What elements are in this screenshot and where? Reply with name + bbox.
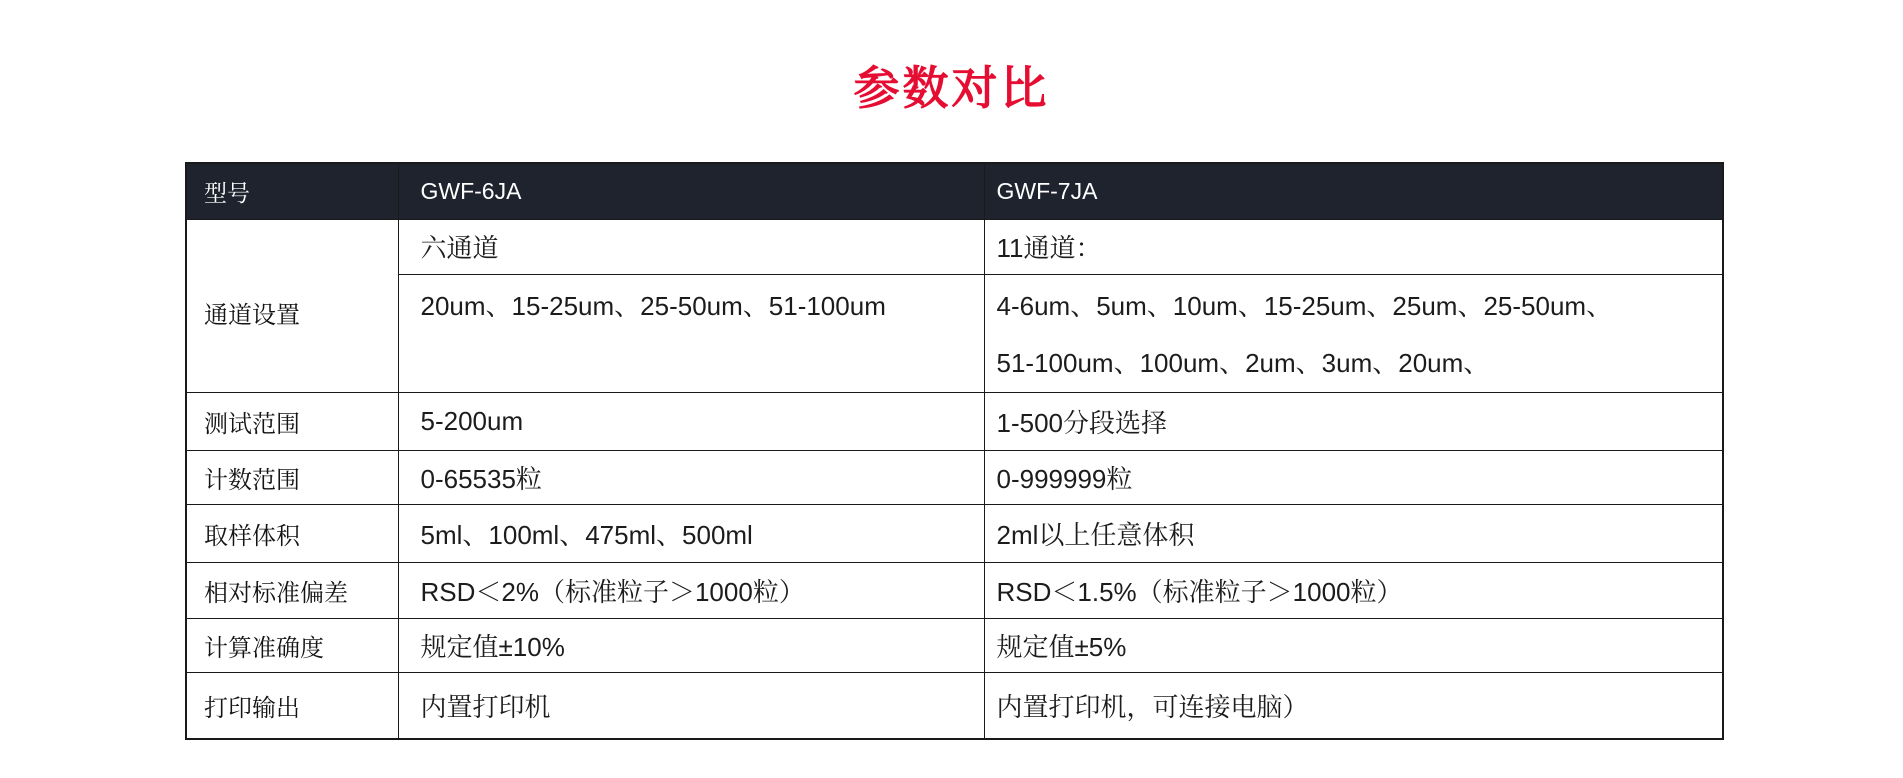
gwf6ja-channels-count-cell: 六通道 bbox=[398, 219, 984, 274]
gwf7ja-channels-list-cell bbox=[984, 274, 1723, 392]
table-header-row bbox=[186, 163, 1723, 219]
gwf7ja-rsd-cell: RSD＜1.5%（标准粒子＞1000粒） bbox=[984, 562, 1723, 618]
row-label-count-range: 计数范围 bbox=[186, 450, 398, 504]
gwf7ja-sample-volume-cell: 2ml以上任意体积 bbox=[984, 504, 1723, 562]
gwf7ja-channels-list-line1: 4-6um、5um、10um、15-25um、25um、25-50um、 bbox=[996, 290, 1613, 321]
page-title: 参数对比 bbox=[853, 62, 1050, 114]
gwf7ja-count-range-cell: 0-999999粒 bbox=[984, 450, 1723, 504]
gwf7ja-accuracy-cell: 规定值±5% bbox=[984, 618, 1723, 672]
table-row-rsd bbox=[186, 562, 1723, 618]
gwf6ja-rsd-cell: RSD＜2%（标准粒子＞1000粒） bbox=[398, 562, 984, 618]
row-label-channels: 通道设置 bbox=[186, 219, 398, 392]
table-row-count-range bbox=[186, 450, 1723, 504]
table-row-channels-sub1 bbox=[186, 219, 1723, 274]
row-label-rsd: 相对标准偏差 bbox=[186, 562, 398, 618]
gwf7ja-channels-count-cell: 11通道： bbox=[984, 219, 1723, 274]
row-label-accuracy: 计算准确度 bbox=[186, 618, 398, 672]
column-header-gwf6ja: GWF-6JA bbox=[398, 163, 984, 219]
gwf6ja-test-range-cell: 5-200um bbox=[398, 392, 984, 450]
gwf6ja-print-output-cell: 内置打印机 bbox=[398, 672, 984, 739]
table-row-sample-volume bbox=[186, 504, 1723, 562]
column-header-model: 型号 bbox=[186, 163, 398, 219]
row-label-test-range: 测试范围 bbox=[186, 392, 398, 450]
table-row-channels-sub2 bbox=[186, 274, 1723, 392]
gwf6ja-channels-list-cell: 20um、15-25um、25-50um、51-100um bbox=[398, 274, 984, 392]
comparison-table bbox=[185, 162, 1724, 740]
gwf7ja-channels-list-line2: 51-100um、100um、2um、3um、20um、 bbox=[996, 347, 1490, 378]
gwf6ja-accuracy-cell: 规定值±10% bbox=[398, 618, 984, 672]
row-label-print-output: 打印输出 bbox=[186, 672, 398, 739]
row-label-sample-volume: 取样体积 bbox=[186, 504, 398, 562]
table-row-accuracy bbox=[186, 618, 1723, 672]
gwf6ja-sample-volume-cell: 5ml、100ml、475ml、500ml bbox=[398, 504, 984, 562]
gwf6ja-count-range-cell: 0-65535粒 bbox=[398, 450, 984, 504]
column-header-gwf7ja: GWF-7JA bbox=[984, 163, 1723, 219]
gwf7ja-test-range-cell: 1-500分段选择 bbox=[984, 392, 1723, 450]
table-row-test-range bbox=[186, 392, 1723, 450]
table-row-print-output bbox=[186, 672, 1723, 739]
gwf7ja-print-output-cell: 内置打印机，可连接电脑） bbox=[984, 672, 1723, 739]
